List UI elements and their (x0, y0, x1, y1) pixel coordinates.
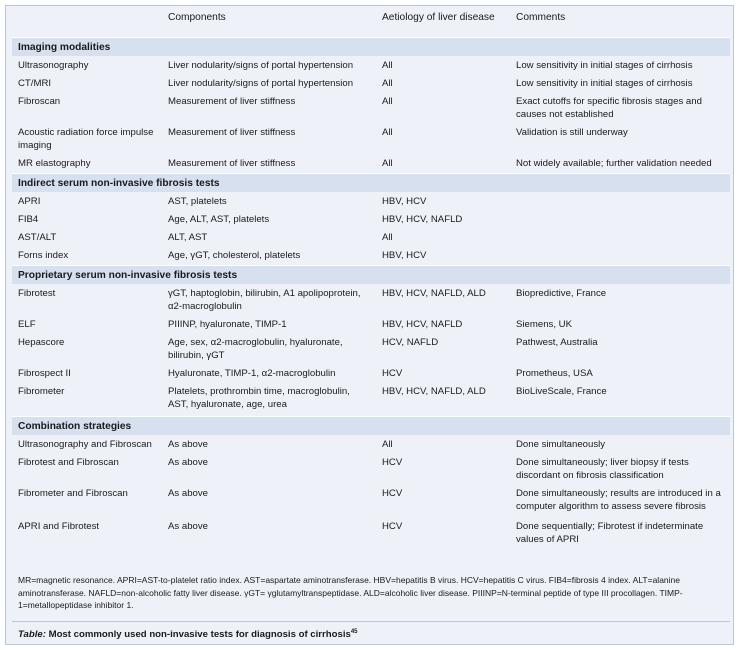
caption-divider (12, 621, 730, 622)
cell-aetiology: HBV, HCV, NAFLD (382, 319, 463, 330)
cell-aetiology: HCV (382, 488, 403, 499)
cell-aetiology: HBV, HCV, NAFLD, ALD (382, 386, 486, 397)
cell-comments: Done simultaneously (516, 439, 606, 450)
table-row (12, 210, 730, 228)
tests-table (12, 11, 730, 551)
table-row (12, 517, 730, 551)
cell-aetiology: All (382, 60, 393, 71)
cell-test-name: Hepascore (18, 337, 65, 348)
cell-components: Age, γGT, cholesterol, platelets (168, 250, 301, 261)
table-row (12, 154, 730, 174)
cell-test-name: Fibrometer and Fibroscan (18, 488, 128, 499)
cell-aetiology: All (382, 78, 393, 89)
header-aetiology: Aetiology of liver disease (382, 12, 495, 23)
cell-test-name: Fibrotest (18, 288, 56, 299)
table-row (12, 192, 730, 210)
cell-components: Platelets, prothrombin time, macroglobulin, AST, hyaluronate, age, urea (168, 386, 350, 410)
header-comments: Comments (516, 12, 566, 23)
cell-components: As above (168, 439, 209, 450)
caption-label: Table: (18, 629, 46, 641)
cell-components: As above (168, 488, 209, 499)
cell-comments: Done simultaneously; results are introduced in a computer algorithm to assess severe fibrosis (516, 488, 721, 512)
cell-test-name: Ultrasonography and Fibroscan (18, 439, 152, 450)
cell-components: Hyaluronate, TIMP-1, α2-macroglobulin (168, 368, 336, 379)
cell-aetiology: HBV, HCV, NAFLD (382, 214, 463, 225)
table-row (12, 364, 730, 382)
cell-comments (510, 246, 730, 266)
cell-components: PIIINP, hyaluronate, TIMP-1 (168, 319, 287, 330)
cell-test-name: CT/MRI (18, 78, 52, 89)
table-row (12, 453, 730, 484)
table-row (12, 246, 730, 266)
caption-text: Most commonly used non-invasive tests for diagnosis of cirrhosis (45, 629, 351, 641)
cell-components: γGT, haptoglobin, bilirubin, A1 apolipoprotein, α2-macroglobulin (168, 288, 361, 312)
table-row (12, 484, 730, 517)
cell-comments: BioLiveScale, France (516, 386, 607, 397)
section-title: Imaging modalities (12, 38, 730, 57)
cell-aetiology: HCV (382, 521, 403, 532)
cell-test-name: ELF (18, 319, 36, 330)
cell-aetiology: HCV, NAFLD (382, 337, 439, 348)
cell-aetiology: All (382, 96, 393, 107)
cell-comments: Prometheus, USA (516, 368, 593, 379)
cell-test-name: APRI (18, 196, 41, 207)
table-row (12, 92, 730, 123)
cell-test-name: Acoustic radiation force impulse imaging (18, 127, 154, 151)
cell-comments: Exact cutoffs for specific fibrosis stages and causes not established (516, 96, 702, 120)
cell-test-name: Forns index (18, 250, 69, 261)
cell-test-name: Fibrotest and Fibroscan (18, 457, 119, 468)
cell-aetiology: All (382, 439, 393, 450)
table-row (12, 435, 730, 453)
table-row (12, 74, 730, 92)
cell-aetiology: HBV, HCV (382, 250, 427, 261)
cell-components: Measurement of liver stiffness (168, 96, 296, 107)
cell-comments (510, 192, 730, 210)
table-row (12, 333, 730, 364)
section-header (12, 174, 730, 193)
cell-comments (510, 228, 730, 246)
cell-components: As above (168, 457, 209, 468)
footnote: MR=magnetic resonance. APRI=AST-to-platelet ratio index. AST=aspartate aminotransferase. HBV=hepatitis B virus. HCV=hepatitis C virus. FIB4=fibrosis 4 index. ALT=alanine aminotransferase. NAFLD=non-alcoholic fatty liver disease. γGT= γglutamyltranspeptidase. ALD=alcoholic liver disease. PIIINP=N-terminal peptide of type III procollagen. TIMP-1=metallopeptidase inhibitor 1. (18, 575, 683, 610)
cell-comments (510, 210, 730, 228)
cell-aetiology: HCV (382, 368, 403, 379)
cell-test-name: AST/ALT (18, 232, 57, 243)
cell-components: Liver nodularity/signs of portal hypertension (168, 60, 354, 71)
cell-aetiology: All (382, 127, 393, 138)
cell-components: ALT, AST (168, 232, 208, 243)
table-row (12, 228, 730, 246)
table-row (12, 284, 730, 315)
cell-components: AST, platelets (168, 196, 227, 207)
section-header (12, 38, 730, 57)
cell-aetiology: HBV, HCV, NAFLD, ALD (382, 288, 486, 299)
table-row (12, 123, 730, 154)
section-header (12, 266, 730, 285)
cell-comments: Validation is still underway (516, 127, 628, 138)
table-row (12, 315, 730, 333)
cell-components: Measurement of liver stiffness (168, 158, 296, 169)
cell-aetiology: All (382, 158, 393, 169)
cell-aetiology: HBV, HCV (382, 196, 427, 207)
cell-components: Age, sex, α2-macroglobulin, hyaluronate, bilirubin, γGT (168, 337, 343, 361)
table-caption (18, 629, 728, 640)
caption-reference: 45 (350, 629, 358, 635)
cell-components: Liver nodularity/signs of portal hypertension (168, 78, 354, 89)
cell-components: As above (168, 521, 209, 532)
section-header (12, 417, 730, 436)
cell-aetiology: All (382, 232, 393, 243)
cell-comments: Pathwest, Australia (516, 337, 598, 348)
cell-comments: Low sensitivity in initial stages of cirrhosis (516, 60, 693, 71)
table-header (12, 11, 730, 38)
cell-test-name: Fibrospect II (18, 368, 71, 379)
cell-test-name: Ultrasonography (18, 60, 89, 71)
cell-test-name: Fibroscan (18, 96, 61, 107)
cell-test-name: APRI and Fibrotest (18, 521, 100, 532)
cell-test-name: Fibrometer (18, 386, 65, 397)
cell-comments: Biopredictive, France (516, 288, 607, 299)
cell-components: Measurement of liver stiffness (168, 127, 296, 138)
cell-comments: Done simultaneously; liver biopsy if tests discordant on fibrosis classification (516, 457, 689, 481)
section-title: Indirect serum non-invasive fibrosis tests (12, 174, 730, 193)
cell-test-name: FIB4 (18, 214, 39, 225)
cell-comments: Not widely available; further validation needed (516, 158, 712, 169)
cell-comments: Siemens, UK (516, 319, 572, 330)
section-title: Combination strategies (12, 417, 730, 436)
cell-components: Age, ALT, AST, platelets (168, 214, 270, 225)
section-title: Proprietary serum non-invasive fibrosis tests (12, 266, 730, 285)
cell-aetiology: HCV (382, 457, 403, 468)
header-components: Components (168, 12, 226, 23)
cell-comments: Done sequentially; Fibrotest if indeterminate values of APRI (516, 521, 704, 545)
header-test (12, 11, 162, 38)
cell-comments: Low sensitivity in initial stages of cirrhosis (516, 78, 693, 89)
cell-test-name: MR elastography (18, 158, 91, 169)
table-row (12, 56, 730, 74)
table-row (12, 382, 730, 417)
table-body (12, 38, 730, 552)
table-panel (5, 5, 734, 645)
